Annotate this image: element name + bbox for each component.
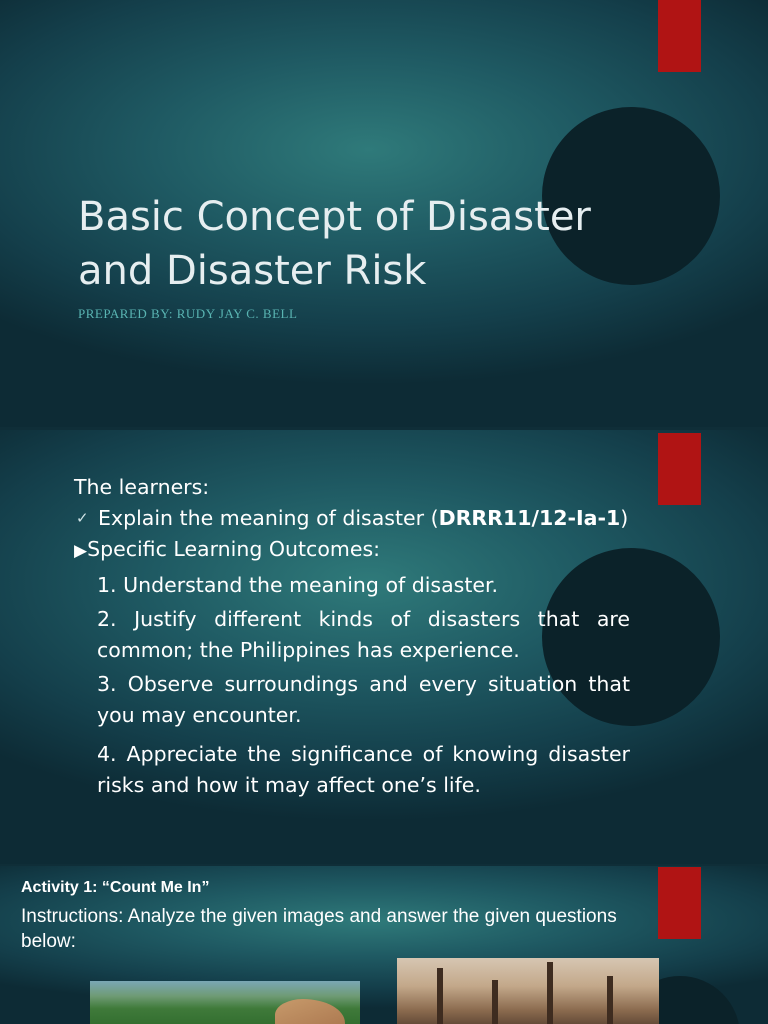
- learners-intro: The learners:: [74, 475, 210, 499]
- slide-title: [78, 190, 658, 298]
- check-icon: ✓: [76, 509, 89, 527]
- outcome-item: 4. Appreciate the significance of knowing disaster risks and how it may affect one’s life.: [97, 742, 630, 797]
- activity-slide: [0, 866, 768, 1024]
- objectives-slide: [0, 430, 768, 864]
- activity-instructions: Instructions: Analyze the given images and answer the given questions below:: [21, 906, 617, 952]
- landslide-photo: [90, 981, 360, 1024]
- title-slide: [0, 0, 768, 427]
- burnt-tree: [607, 976, 613, 1024]
- burnt-tree: [492, 980, 498, 1024]
- accent-bar: [658, 0, 701, 72]
- slo-heading-row: [74, 534, 630, 567]
- outcome-item: 1. Understand the meaning of disaster.: [97, 573, 499, 597]
- burnt-tree: [547, 962, 553, 1024]
- title-line-1: Basic Concept of Disaster: [78, 194, 591, 240]
- wildfire-photo: [397, 958, 659, 1024]
- outcomes-list: [74, 570, 630, 801]
- slide-subtitle: PREPARED BY: RUDY JAY C. BELL: [78, 306, 298, 321]
- triangle-bullet-icon: ▶: [74, 541, 88, 561]
- objective-code: DRRR11/12-Ia-1: [438, 506, 621, 530]
- accent-bar: [658, 433, 701, 505]
- slo-heading: Specific Learning Outcomes:: [87, 537, 381, 561]
- objective-item: [74, 503, 630, 534]
- accent-bar: [658, 867, 701, 939]
- activity-title: Activity 1: “Count Me In”: [21, 879, 210, 896]
- outcome-item: 2. Justify different kinds of disasters that are common; the Philippines has experience.: [97, 607, 630, 662]
- landslide-scar: [275, 999, 345, 1024]
- objectives-content: [74, 472, 630, 801]
- objective-text: Explain the meaning of disaster (: [98, 506, 439, 530]
- objective-close: ): [620, 506, 629, 530]
- burnt-tree: [437, 968, 443, 1024]
- title-line-2: and Disaster Risk: [78, 248, 427, 294]
- outcome-item: 3. Observe surroundings and every situation that you may encounter.: [97, 672, 630, 727]
